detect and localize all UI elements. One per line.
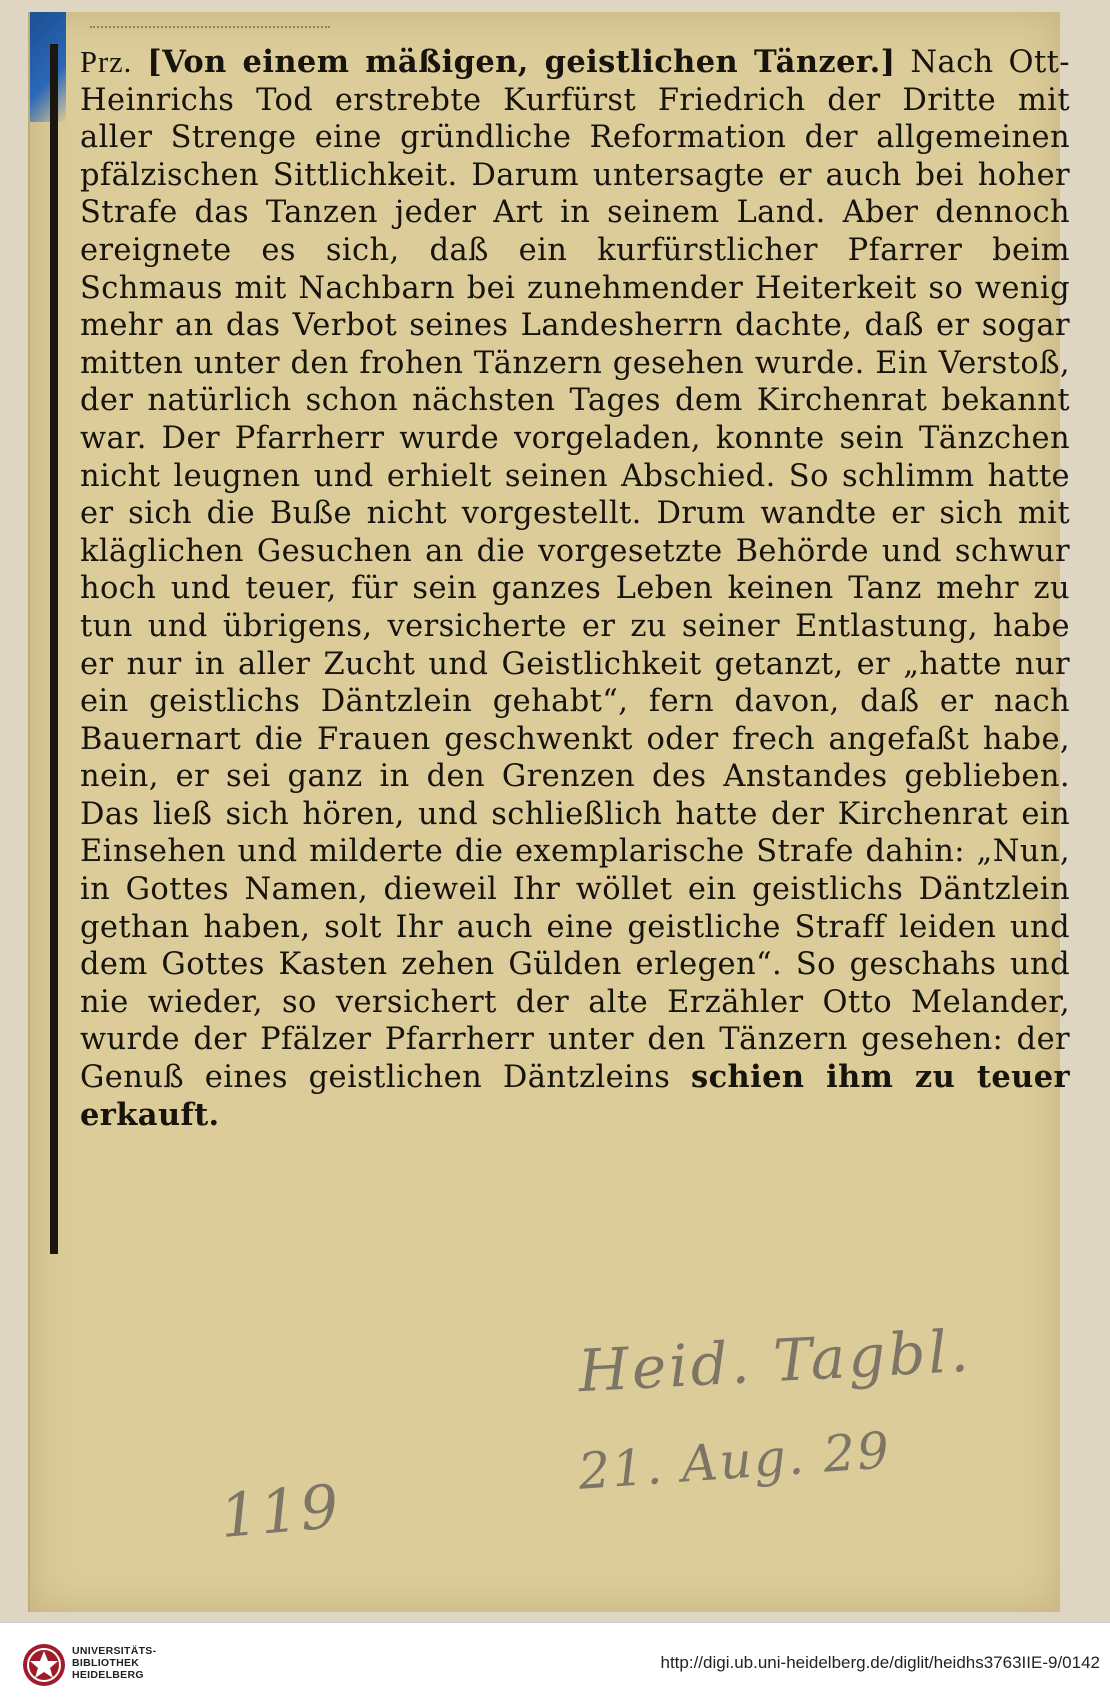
viewer-footer — [0, 1622, 1110, 1706]
column-rule — [50, 44, 58, 1254]
author-abbrev: Prz. — [80, 45, 133, 79]
article-ending: schien ihm zu teuer erkauft. — [80, 1059, 1070, 1133]
library-name — [72, 1645, 156, 1681]
torn-top-edge — [90, 12, 330, 28]
library-name-line: UNIVERSITÄTS- — [72, 1645, 157, 1657]
university-seal-icon — [22, 1643, 66, 1687]
permalink-url[interactable]: http://digi.ub.uni-heidelberg.de/diglit/heidhs3763IIE-9/0142 — [660, 1653, 1100, 1672]
handwritten-date: 21. Aug. 29 — [576, 1421, 893, 1501]
article-paragraph — [80, 44, 1070, 1134]
article-body: Nach Ott-Heinrichs Tod erstrebte Kurfürst Friedrich der Dritte mit aller Strenge eine gründliche Reformation der allgemeinen pfälzischen Sittlichkeit. Darum untersagte er auch bei hoher Strafe das Tanzen jeder Art in seinem Land. Aber dennoch ereignete es sich, daß ein kurfürstlicher Pfarrer beim Schmaus mit Nachbarn bei zunehmender Heiterkeit so wenig mehr an das Verbot seines Landesherrn dachte, daß er sogar mitten unter den frohen Tänzern gesehen wurde. Ein Verstoß, der natürlich schon nächsten Tages dem Kirchenrat bekannt war. Der Pfarrherr wurde vorgeladen, konnte sein Tänzchen nicht leugnen und erhielt seinen Abschied. So schlimm hatte er sich die Buße nicht vorgestellt. Drum wandte er sich mit kläglichen Gesuchen an die vorgesetzte Behörde und schwur hoch und teuer, für sein ganzes Leben keinen Tanz mehr zu tun und übrigens, versicherte er zu seiner Entlastung, habe er nur in aller Zucht und Geistlichkeit getanzt, er „hatte nur ein geistlichs Däntzlein gehabt“, fern davon, daß er nach Bauernart die Frauen geschwenkt oder frech angefaßt habe, nein, er sei ganz in den Grenzen des Anstandes geblieben. Das ließ sich hören, und schließlich hatte der Kirchenrat ein Einsehen und milderte die exemplarische Strafe dahin: „Nun, in Gottes Namen, dieweil Ihr wöllet ein geistlichs Däntzlein gethan haben, solt Ihr auch eine geistliche Straff leiden und dem Gottes Kasten zehen Gülden erlegen“. So geschahs und nie wieder, so versichert der alte Erzähler Otto Melander, wurde der Pfälzer Pfarrherr unter den Tänzern gesehen: der Genuß eines geistlichen Däntzleins — [80, 45, 1070, 1096]
handwritten-number: 119 — [217, 1471, 344, 1553]
handwritten-source: Heid. Tagbl. — [576, 1316, 973, 1406]
library-name-line: BIBLIOTHEK — [72, 1657, 140, 1669]
blue-paper-tab — [30, 12, 66, 122]
article-text — [80, 44, 1070, 1134]
newspaper-clipping — [28, 12, 1070, 1612]
library-name-line: HEIDELBERG — [72, 1669, 144, 1681]
article-headline: [Von einem mäßigen, geistlichen Tänzer.] — [147, 44, 896, 80]
